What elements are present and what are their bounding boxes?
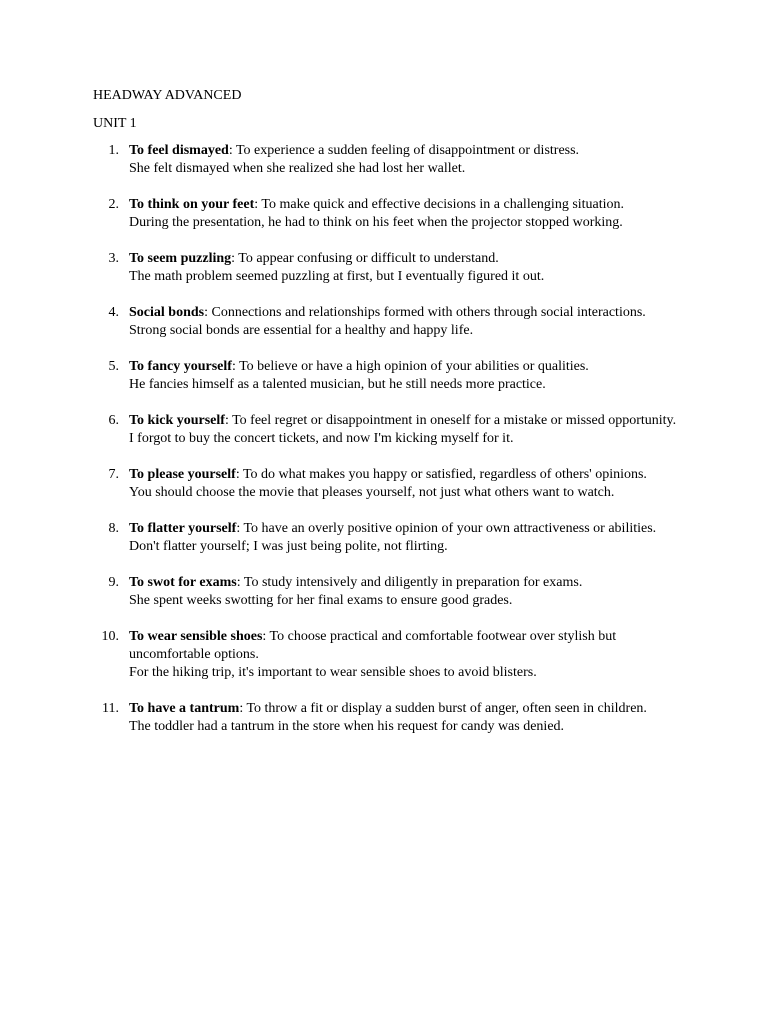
item-body bbox=[129, 520, 683, 556]
vocab-example: The toddler had a tantrum in the store when his request for candy was denied. bbox=[129, 719, 565, 734]
vocab-definition: : To experience a sudden feeling of disappointment or distress. bbox=[228, 143, 580, 158]
vocab-term: To fancy yourself bbox=[129, 359, 232, 374]
list-item bbox=[93, 574, 683, 610]
list-item bbox=[93, 142, 683, 178]
vocab-term: To swot for exams bbox=[129, 575, 237, 590]
vocab-term: To kick yourself bbox=[129, 413, 225, 428]
unit-heading: UNIT 1 bbox=[93, 116, 137, 131]
vocab-term: To flatter yourself bbox=[129, 521, 237, 536]
document-title: HEADWAY ADVANCED bbox=[93, 88, 242, 103]
item-body bbox=[129, 142, 683, 178]
vocab-term: To think on your feet bbox=[129, 197, 255, 212]
list-item bbox=[93, 466, 683, 502]
list-item bbox=[93, 412, 683, 448]
item-body bbox=[129, 628, 683, 682]
item-number: 8. bbox=[108, 521, 119, 536]
vocabulary-list bbox=[93, 142, 683, 754]
vocab-term: To wear sensible shoes bbox=[129, 629, 263, 644]
item-body bbox=[129, 196, 683, 232]
vocab-definition: : To have an overly positive opinion of your own attractiveness or abilities. bbox=[236, 521, 657, 536]
list-item bbox=[93, 520, 683, 556]
item-number: 4. bbox=[108, 305, 119, 320]
vocab-definition: : To throw a fit or display a sudden burst of anger, often seen in children. bbox=[239, 701, 647, 716]
item-number: 3. bbox=[108, 251, 119, 266]
vocab-term: To seem puzzling bbox=[129, 251, 232, 266]
vocab-term: To have a tantrum bbox=[129, 701, 240, 716]
item-number: 9. bbox=[108, 575, 119, 590]
vocab-term: To feel dismayed bbox=[129, 143, 229, 158]
item-number: 7. bbox=[108, 467, 119, 482]
item-number: 11. bbox=[102, 701, 119, 716]
list-item bbox=[93, 304, 683, 340]
item-number: 10. bbox=[101, 629, 119, 644]
vocab-example: During the presentation, he had to think on his feet when the projector stopped working. bbox=[129, 215, 623, 230]
item-number: 2. bbox=[108, 197, 119, 212]
item-body bbox=[129, 250, 683, 286]
item-body bbox=[129, 358, 683, 394]
vocab-definition: : To do what makes you happy or satisfied, regardless of others' opinions. bbox=[235, 467, 647, 482]
vocab-definition: : To study intensively and diligently in preparation for exams. bbox=[236, 575, 583, 590]
vocab-example: The math problem seemed puzzling at first, but I eventually figured it out. bbox=[129, 269, 545, 284]
vocab-definition: : To believe or have a high opinion of your abilities or qualities. bbox=[231, 359, 589, 374]
list-item bbox=[93, 628, 683, 682]
item-body bbox=[129, 574, 683, 610]
vocab-example: For the hiking trip, it's important to wear sensible shoes to avoid blisters. bbox=[129, 665, 537, 680]
item-number: 6. bbox=[108, 413, 119, 428]
vocab-example: I forgot to buy the concert tickets, and now I'm kicking myself for it. bbox=[129, 431, 514, 446]
item-body bbox=[129, 466, 683, 502]
vocab-example: You should choose the movie that pleases yourself, not just what others want to watch. bbox=[129, 485, 615, 500]
vocab-definition: : To feel regret or disappointment in oneself for a mistake or missed opportunity. bbox=[224, 413, 677, 428]
vocab-term: To please yourself bbox=[129, 467, 236, 482]
vocab-definition: : To choose practical and comfortable footwear over stylish but uncomfortable options. bbox=[129, 629, 617, 662]
vocab-term: Social bonds bbox=[129, 305, 205, 320]
vocab-definition: : To make quick and effective decisions in a challenging situation. bbox=[254, 197, 625, 212]
list-item bbox=[93, 358, 683, 394]
item-number: 1. bbox=[108, 143, 119, 158]
list-item bbox=[93, 250, 683, 286]
list-item bbox=[93, 196, 683, 232]
vocab-example: She felt dismayed when she realized she had lost her wallet. bbox=[129, 161, 466, 176]
vocab-example: Don't flatter yourself; I was just being polite, not flirting. bbox=[129, 539, 448, 554]
item-body bbox=[129, 700, 683, 736]
vocab-definition: : Connections and relationships formed with others through social interactions. bbox=[204, 305, 646, 320]
vocab-example: She spent weeks swotting for her final exams to ensure good grades. bbox=[129, 593, 513, 608]
item-body bbox=[129, 304, 683, 340]
vocab-example: Strong social bonds are essential for a healthy and happy life. bbox=[129, 323, 474, 338]
item-body bbox=[129, 412, 683, 448]
vocab-definition: : To appear confusing or difficult to understand. bbox=[231, 251, 499, 266]
list-item bbox=[93, 700, 683, 736]
vocab-example: He fancies himself as a talented musician, but he still needs more practice. bbox=[129, 377, 546, 392]
item-number: 5. bbox=[108, 359, 119, 374]
